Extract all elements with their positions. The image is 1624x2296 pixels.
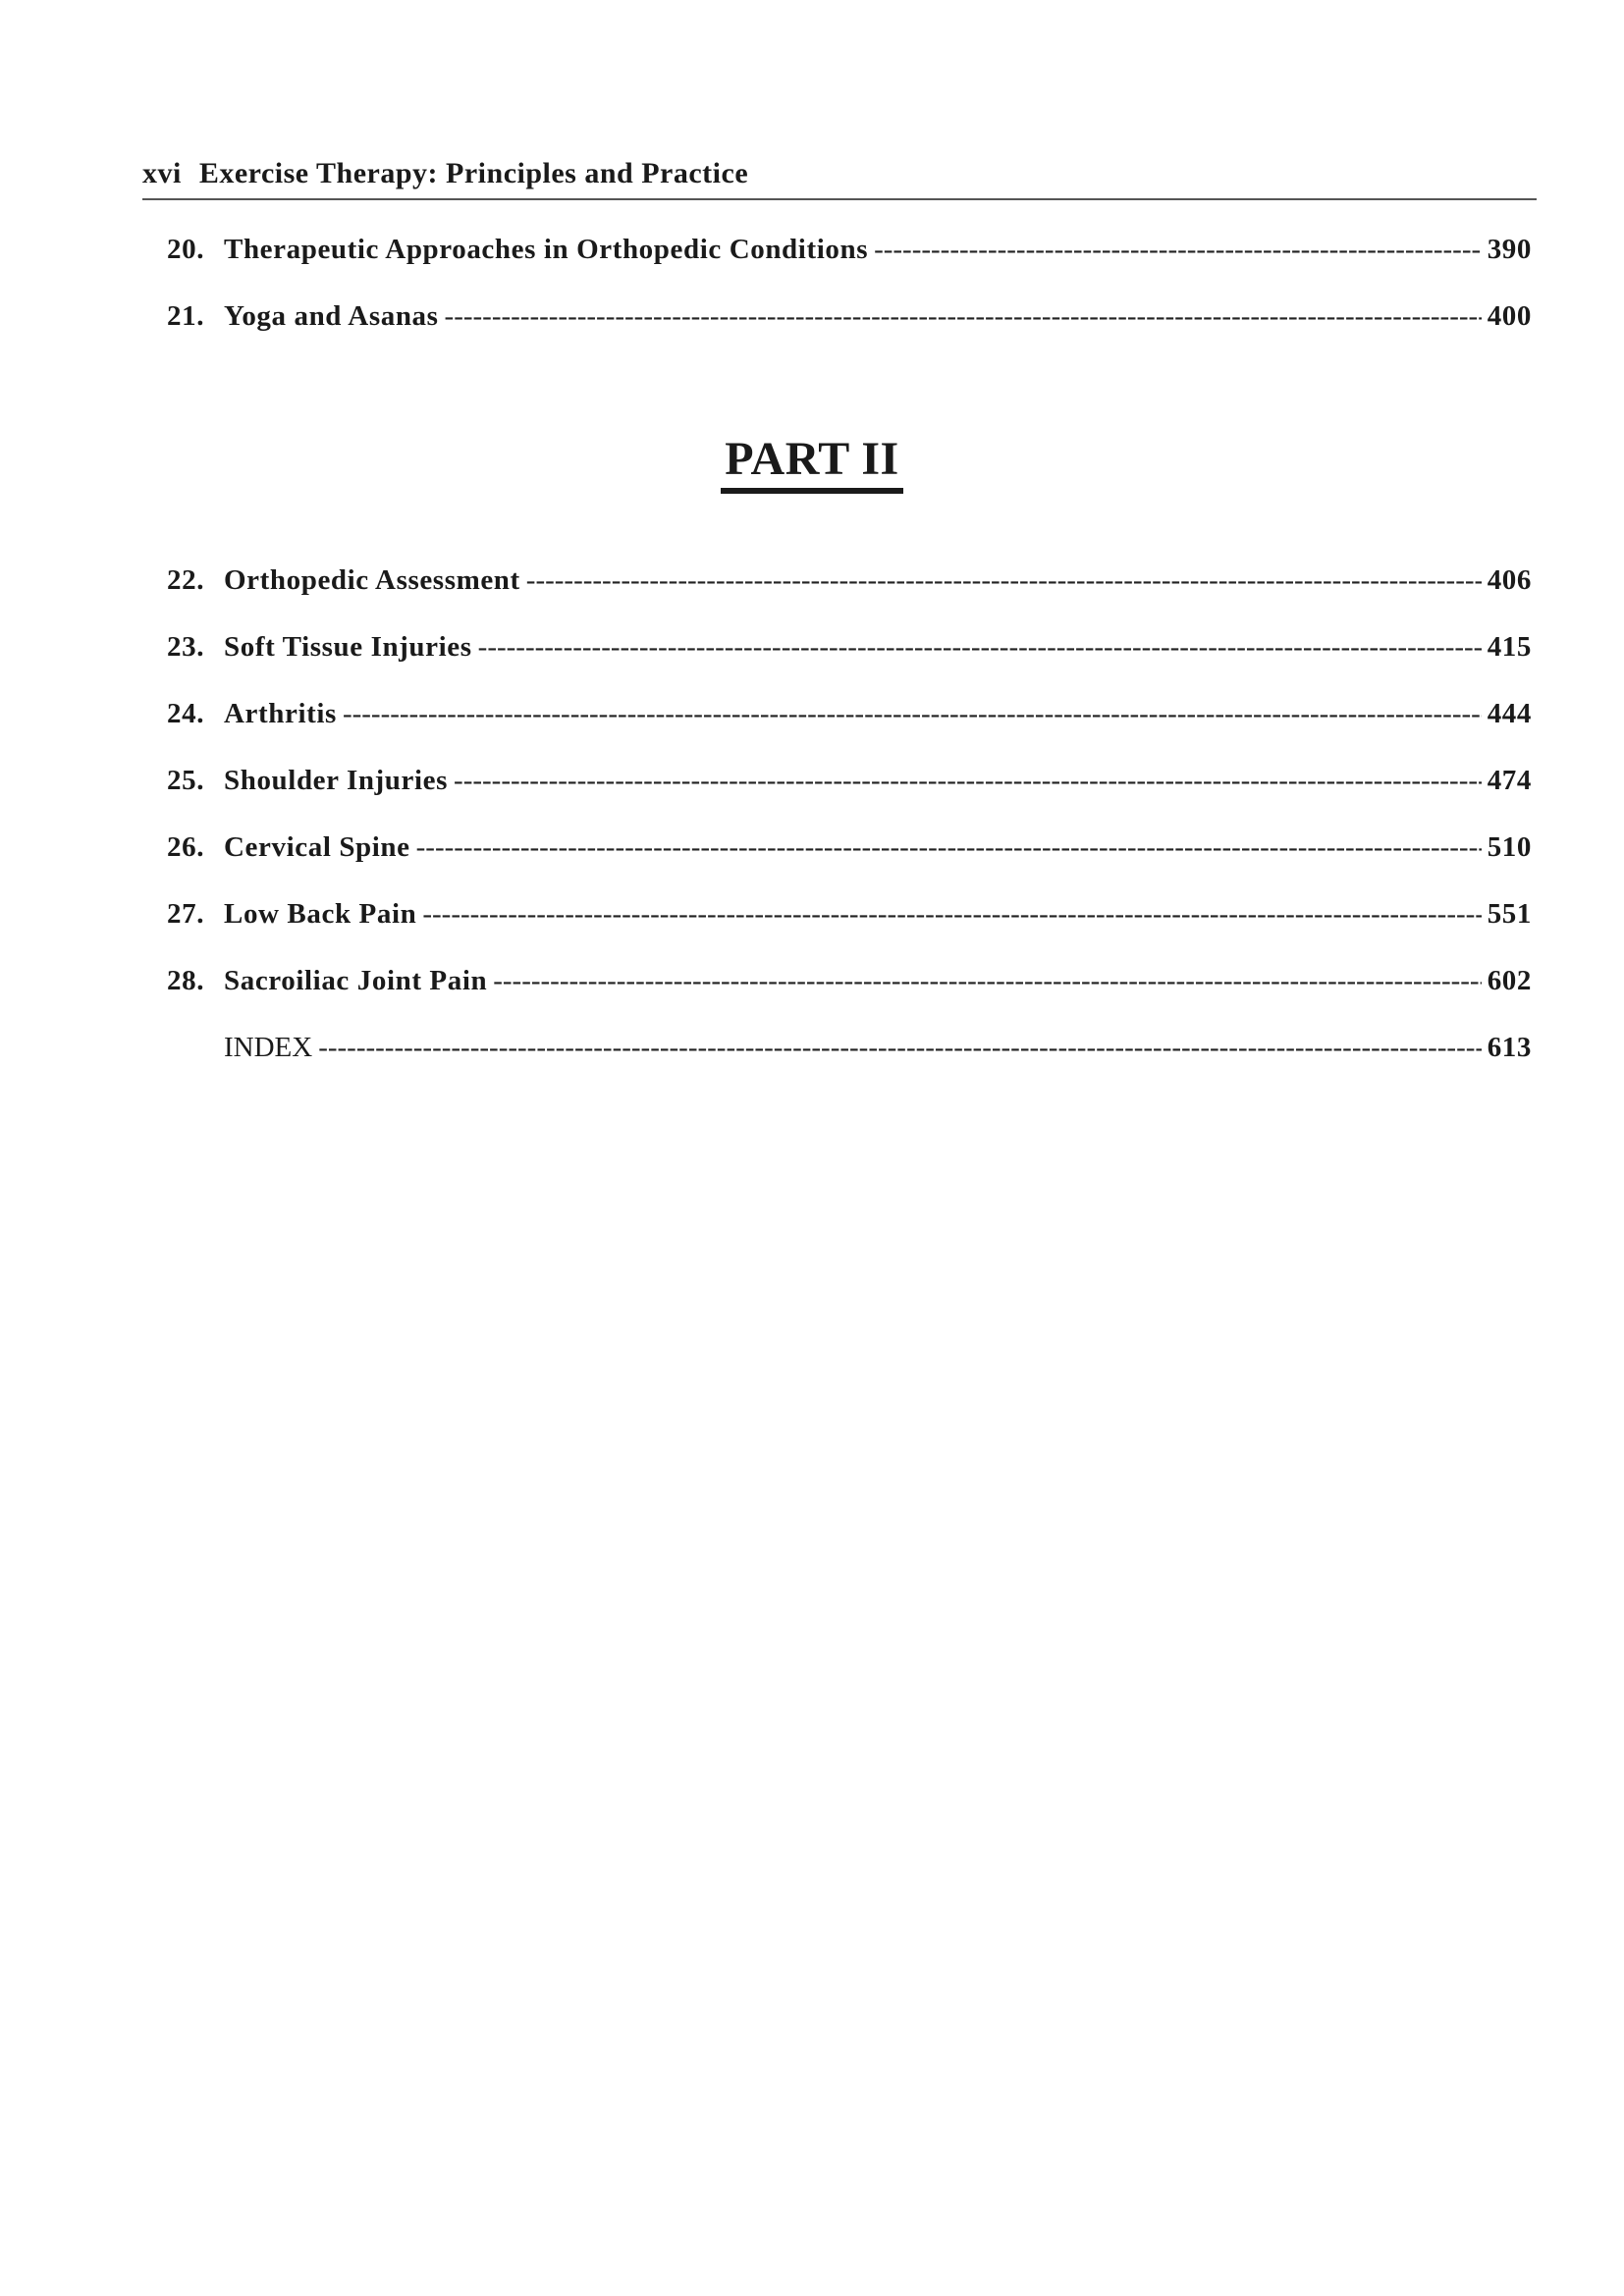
dot-leader — [343, 698, 1482, 730]
toc-entry — [167, 564, 1532, 631]
dot-leader — [874, 234, 1482, 266]
part-heading-text: PART II — [721, 432, 902, 494]
toc-list-part-one — [167, 234, 1532, 367]
index-title: INDEX — [224, 1032, 313, 1063]
toc-entry — [167, 965, 1532, 1032]
dot-leader — [454, 765, 1482, 797]
dot-leader — [318, 1032, 1481, 1064]
part-heading — [0, 432, 1624, 494]
toc-entry — [167, 698, 1532, 765]
dot-leader — [445, 300, 1482, 333]
toc-entry — [167, 234, 1532, 300]
toc-entry — [167, 300, 1532, 367]
chapter-title: Sacroiliac Joint Pain — [224, 965, 488, 996]
chapter-number: 27. — [167, 898, 205, 930]
page-number: 602 — [1487, 965, 1532, 996]
page-number: 400 — [1487, 300, 1532, 332]
page-number: 551 — [1487, 898, 1532, 930]
chapter-title: Soft Tissue Injuries — [224, 631, 472, 663]
chapter-title: Low Back Pain — [224, 898, 417, 930]
toc-list-part-two — [167, 564, 1532, 1098]
toc-entry — [167, 831, 1532, 898]
chapter-title: Orthopedic Assessment — [224, 564, 520, 596]
chapter-title: Cervical Spine — [224, 831, 410, 863]
dot-leader — [493, 965, 1481, 997]
chapter-number: 22. — [167, 564, 205, 596]
dot-leader — [526, 564, 1482, 597]
chapter-number: 23. — [167, 631, 205, 663]
page-number: 390 — [1487, 234, 1532, 265]
page-number: 613 — [1487, 1032, 1532, 1063]
book-title: Exercise Therapy: Principles and Practice — [198, 157, 749, 189]
toc-entry — [167, 631, 1532, 698]
chapter-title: Arthritis — [224, 698, 337, 729]
page-number: 444 — [1487, 698, 1532, 729]
chapter-number: 24. — [167, 698, 205, 729]
chapter-number: 21. — [167, 300, 205, 332]
running-header — [142, 157, 1537, 200]
chapter-title: Yoga and Asanas — [224, 300, 439, 332]
dot-leader — [422, 898, 1481, 931]
chapter-number: 20. — [167, 234, 205, 265]
dot-leader — [416, 831, 1482, 864]
toc-entry-index — [167, 1032, 1532, 1098]
page-folio: xvi — [142, 157, 182, 189]
chapter-number: 25. — [167, 765, 205, 796]
chapter-number: 28. — [167, 965, 205, 996]
toc-entry — [167, 898, 1532, 965]
chapter-number: 26. — [167, 831, 205, 863]
chapter-title: Therapeutic Approaches in Orthopedic Conditions — [224, 234, 869, 265]
toc-entry — [167, 765, 1532, 831]
page-number: 415 — [1487, 631, 1532, 663]
chapter-title: Shoulder Injuries — [224, 765, 449, 796]
page-number: 406 — [1487, 564, 1532, 596]
dot-leader — [478, 631, 1482, 664]
page-number: 510 — [1487, 831, 1532, 863]
page-number: 474 — [1487, 765, 1532, 796]
